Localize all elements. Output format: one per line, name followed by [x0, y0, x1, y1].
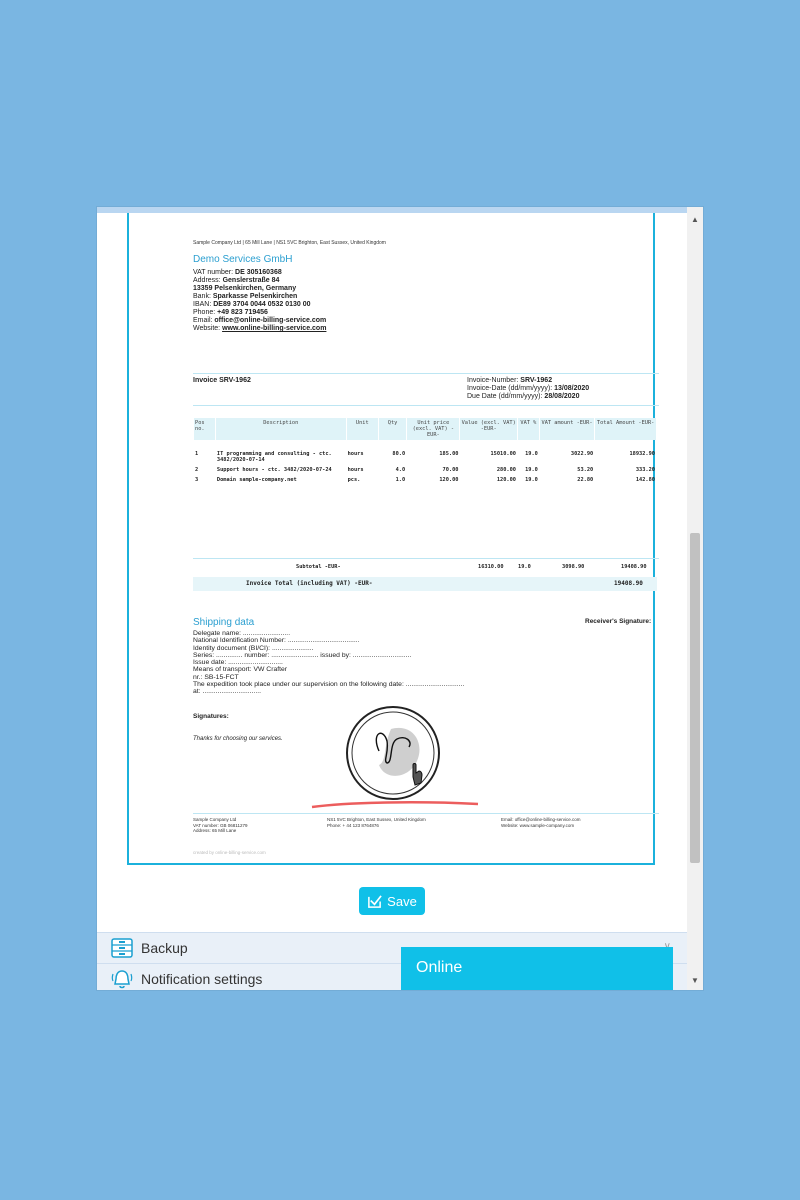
subtotal-vat-amount: 3098.90 [562, 564, 585, 570]
footer-line: Address: 65 Mill Lane [193, 828, 237, 833]
menu-label: Backup [141, 940, 188, 956]
vat-label: VAT number: [193, 269, 236, 276]
phone-value: +49 823 719456 [217, 309, 268, 316]
scroll-up-arrow-icon[interactable]: ▲ [691, 215, 699, 224]
subtotal-vat: 19.0 [518, 564, 531, 570]
email-value: office@online-billing-service.com [214, 317, 327, 324]
footer-line: NS1 5VC Brighton, East Sussex, United Kingdom [327, 817, 426, 822]
cell-vat: 19.0 [525, 467, 538, 473]
iban-label: IBAN: [193, 301, 214, 308]
footer-left [193, 817, 247, 834]
invoice-preview [127, 213, 655, 865]
sender-line: Sample Company Ltd | 65 Mill Lane | NS1 5VC Brighton, East Sussex, United Kingdom [193, 240, 386, 246]
address-label: Address: [193, 277, 223, 284]
cell-unit: hours [347, 451, 364, 457]
subtotal-value: 16310.00 [478, 564, 504, 570]
company-details [193, 269, 326, 333]
signature-underline [310, 801, 480, 809]
shipping-line: at: ............................... [193, 688, 261, 696]
due-label: Due Date (dd/mm/yyyy): [467, 393, 545, 400]
city-value: 13359 Pelsenkirchen, Germany [193, 285, 297, 292]
save-button[interactable] [359, 887, 425, 915]
cell-vat-amount: 22.80 [577, 477, 594, 483]
cell-value: 15010.00 [490, 451, 516, 457]
col-vat-amount: VAT amount -EUR- [540, 418, 594, 440]
checkbox-check-icon [367, 894, 382, 909]
cell-unit-price: 120.00 [439, 477, 459, 483]
invoice-items-table [193, 418, 657, 485]
number-label: Invoice-Number: [467, 377, 521, 384]
cell-total: 333.20 [635, 467, 655, 473]
subtotal-label: Subtotal -EUR- [296, 564, 341, 570]
cell-total: 18932.90 [629, 451, 655, 457]
shipping-line: Means of transport: VW Crafter [193, 666, 288, 674]
table-row [194, 475, 656, 485]
cell-vat-amount: 3022.90 [570, 451, 594, 457]
grand-total-value: 19408.90 [614, 580, 643, 587]
cell-value: 280.00 [496, 467, 516, 473]
number-value: SRV-1962 [520, 377, 553, 384]
app-window [97, 207, 703, 990]
footer-line: Email: office@online-billing-service.com [501, 817, 581, 822]
thanks-text: Thanks for choosing our services. [193, 736, 283, 742]
website-value: www.online-billing-service.com [222, 325, 327, 332]
invoice-title: Invoice SRV-1962 [193, 377, 251, 384]
shipping-title: Shipping data [193, 617, 255, 628]
cell-total: 142.80 [635, 477, 655, 483]
col-value: Value (excl. VAT) -EUR- [460, 418, 516, 440]
chat-status: Online [416, 959, 463, 976]
cell-vat-amount: 53.20 [577, 467, 594, 473]
col-description: Description [216, 418, 346, 440]
shipping-line: National Identification Number: ...................................... [193, 637, 360, 645]
company-name: Demo Services GmbH [193, 254, 293, 265]
cell-unit-price: 70.00 [442, 467, 459, 473]
shipping-line: Delegate name: ......................... [193, 630, 291, 637]
cell-description: IT programming and consulting - ctc. 3482/2020-07-14 [216, 451, 332, 463]
divider [193, 373, 659, 374]
spacer-cell [194, 440, 656, 449]
footer-line: Sample Company Ltd [193, 817, 237, 822]
bank-label: Bank: [193, 293, 213, 300]
shipping-details [193, 630, 464, 696]
cell-unit: hours [347, 467, 364, 473]
table-row [194, 449, 656, 465]
subtotal-row [193, 562, 657, 574]
cell-unit-price: 185.00 [439, 451, 459, 457]
footer-line: Phone: + 44 123 8764876 [327, 822, 379, 828]
cell-pos: 1 [195, 451, 199, 457]
signature-stamp-icon[interactable] [343, 703, 443, 803]
iban-value: DE89 3704 0044 0532 0130 00 [213, 301, 311, 308]
divider [193, 558, 659, 559]
footer-right [501, 817, 581, 828]
cell-qty: 80.0 [392, 451, 406, 457]
website-label: Website: [193, 325, 223, 332]
table-header-row [194, 418, 656, 440]
cell-value: 120.00 [496, 477, 516, 483]
col-unit-price: Unit price (excl. VAT) -EUR- [407, 418, 459, 440]
cell-pos: 2 [195, 467, 199, 473]
col-unit: Unit [347, 418, 378, 440]
col-pos: Pos no. [194, 418, 215, 440]
bank-value: Sparkasse Pelsenkirchen [212, 293, 298, 300]
table-row [194, 465, 656, 475]
cell-unit: pcs. [347, 477, 361, 483]
col-vat: VAT % [518, 418, 539, 440]
shipping-line: Issue date: ............................. [193, 659, 283, 667]
cell-qty: 1.0 [395, 477, 406, 483]
scroll-thumb[interactable] [690, 533, 700, 863]
email-label: Email: [193, 317, 215, 324]
menu-label: Notification settings [141, 971, 263, 987]
cell-pos: 3 [195, 477, 199, 483]
signatures-label: Signatures: [193, 713, 229, 720]
grand-total-label: Invoice Total (including VAT) -EUR- [246, 580, 373, 587]
phone-label: Phone: [193, 309, 218, 316]
vat-value: DE 305160368 [235, 269, 282, 276]
address-value: Genslerstraße 84 [222, 277, 280, 284]
footer-line: VAT number: GB 06811279 [193, 822, 248, 828]
scroll-down-arrow-icon[interactable]: ▼ [691, 976, 699, 985]
date-value: 13/08/2020 [554, 385, 590, 392]
save-label: Save [387, 893, 417, 909]
due-value: 28/08/2020 [544, 393, 580, 400]
shipping-line: nr.: SB-15-FCT [193, 673, 239, 681]
shipping-line: Identity document (BI/CI): ...................... [193, 644, 314, 652]
bell-icon [109, 968, 135, 990]
divider [193, 813, 659, 814]
invoice-meta [467, 377, 589, 401]
subtotal-total: 19408.90 [621, 564, 647, 570]
cell-vat: 19.0 [525, 477, 538, 483]
created-by: created by online-billing-service.com [193, 850, 266, 855]
cell-qty: 4.0 [395, 467, 406, 473]
spacer-row [194, 440, 656, 449]
footer-middle [327, 817, 426, 828]
cell-description: Domain sample-company.net [216, 477, 297, 483]
chat-widget[interactable] [401, 947, 673, 990]
cell-description: Support hours - ctc. 3482/2020-07-24 [216, 467, 332, 473]
col-qty: Qty [379, 418, 406, 440]
backup-icon [109, 937, 135, 959]
cell-vat: 19.0 [525, 451, 538, 457]
shipping-line: Series: .............. number: ......................... issued by: ............................... [193, 651, 412, 659]
shipping-line: The expedition took place under our supervision on the following date: ............................... [193, 681, 465, 689]
col-total: Total Amount -EUR- [595, 418, 656, 440]
grand-total-row [193, 577, 657, 591]
date-label: Invoice-Date (dd/mm/yyyy): [467, 385, 555, 392]
footer-line: Website: www.sample-company.com [501, 822, 575, 828]
divider [193, 405, 659, 406]
receiver-signature-label: Receiver's Signature: [585, 618, 652, 625]
vertical-scrollbar[interactable] [687, 207, 703, 990]
